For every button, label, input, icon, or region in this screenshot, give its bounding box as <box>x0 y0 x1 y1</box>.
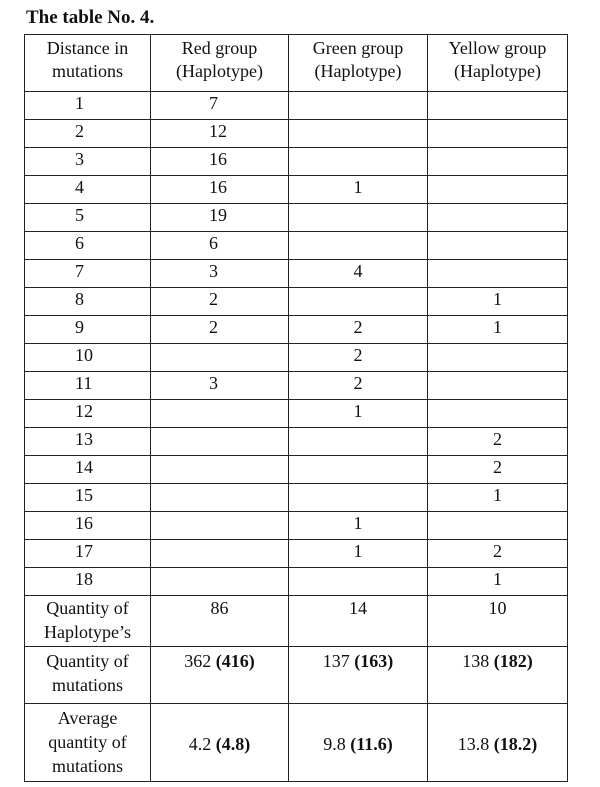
qm-yellow-bold: (182) <box>493 651 533 671</box>
green-group-cell: 1 <box>289 400 428 428</box>
header-red-line2: (Haplotype) <box>176 61 263 81</box>
green-group-cell: 4 <box>289 260 428 288</box>
red-group-cell <box>151 428 289 456</box>
distance-cell: 15 <box>25 484 151 512</box>
qm-yellow <box>428 647 568 704</box>
green-group-cell <box>289 568 428 596</box>
yellow-group-cell <box>428 344 568 372</box>
yellow-group-cell: 1 <box>428 316 568 344</box>
am-red <box>151 704 289 782</box>
am-yellow-value: 13.8 <box>457 733 490 754</box>
header-green-line2: (Haplotype) <box>314 61 402 81</box>
header-distance <box>25 35 151 92</box>
yellow-group-cell: 1 <box>428 484 568 512</box>
distance-cell: 16 <box>25 512 151 540</box>
qm-green-value: 137 <box>322 651 350 671</box>
red-group-cell <box>151 568 289 596</box>
yellow-group-cell <box>428 204 568 232</box>
green-group-cell <box>289 120 428 148</box>
yellow-group-cell <box>428 400 568 428</box>
table-row <box>25 204 568 232</box>
qm-green-bold: (163) <box>354 651 394 671</box>
table-row <box>25 484 568 512</box>
red-group-cell: 16 <box>151 148 289 176</box>
average-mutations-row <box>25 704 568 782</box>
distance-cell: 18 <box>25 568 151 596</box>
red-group-cell <box>151 512 289 540</box>
yellow-group-cell <box>428 232 568 260</box>
quantity-haplotypes-label <box>25 596 151 647</box>
red-group-cell: 6 <box>151 232 289 260</box>
table-row <box>25 400 568 428</box>
distance-cell: 2 <box>25 120 151 148</box>
qm-red-value: 362 <box>184 651 212 671</box>
quantity-mutations-row <box>25 647 568 704</box>
am-label-line2: quantity of <box>48 732 127 752</box>
yellow-group-cell <box>428 176 568 204</box>
header-row <box>25 35 568 92</box>
distance-cell: 6 <box>25 232 151 260</box>
green-group-cell: 2 <box>289 344 428 372</box>
table-row <box>25 428 568 456</box>
qh-label-line2: Haplotype’s <box>44 622 131 642</box>
header-yellow-line1: Yellow group <box>448 38 547 58</box>
am-yellow <box>428 704 568 782</box>
distance-cell: 17 <box>25 540 151 568</box>
red-group-cell: 3 <box>151 260 289 288</box>
am-label-line1: Average <box>57 708 118 728</box>
yellow-group-cell <box>428 92 568 120</box>
red-group-cell <box>151 344 289 372</box>
table-row <box>25 120 568 148</box>
header-red-group <box>151 35 289 92</box>
table-row <box>25 316 568 344</box>
qm-label-line1: Quantity of <box>46 651 129 671</box>
green-group-cell: 1 <box>289 176 428 204</box>
green-group-cell <box>289 92 428 120</box>
red-group-cell <box>151 456 289 484</box>
green-group-cell: 2 <box>289 372 428 400</box>
green-group-cell <box>289 456 428 484</box>
qh-label-line1: Quantity of <box>46 598 129 618</box>
distance-cell: 3 <box>25 148 151 176</box>
red-group-cell: 3 <box>151 372 289 400</box>
quantity-mutations-label <box>25 647 151 704</box>
red-group-cell: 16 <box>151 176 289 204</box>
am-label-line3: mutations <box>52 756 123 776</box>
yellow-group-cell: 1 <box>428 288 568 316</box>
header-distance-line1: Distance in <box>46 38 129 58</box>
header-red-line1: Red group <box>181 38 258 58</box>
qm-red-bold: (416) <box>215 651 255 671</box>
am-red-value: 4.2 <box>188 733 212 754</box>
red-group-cell: 2 <box>151 288 289 316</box>
table-row <box>25 148 568 176</box>
yellow-group-cell: 2 <box>428 428 568 456</box>
red-group-cell <box>151 400 289 428</box>
yellow-group-cell <box>428 372 568 400</box>
distance-cell: 7 <box>25 260 151 288</box>
green-group-cell <box>289 148 428 176</box>
yellow-group-cell <box>428 120 568 148</box>
table-row <box>25 512 568 540</box>
am-green <box>289 704 428 782</box>
red-group-cell <box>151 540 289 568</box>
green-group-cell: 1 <box>289 540 428 568</box>
qm-red <box>151 647 289 704</box>
table-row <box>25 568 568 596</box>
table-row <box>25 260 568 288</box>
qh-green: 14 <box>289 596 428 647</box>
green-group-cell <box>289 232 428 260</box>
green-group-cell: 1 <box>289 512 428 540</box>
am-green-value: 9.8 <box>323 733 346 754</box>
quantity-haplotypes-row <box>25 596 568 647</box>
distance-cell: 13 <box>25 428 151 456</box>
yellow-group-cell: 2 <box>428 456 568 484</box>
table-row <box>25 344 568 372</box>
table-row <box>25 456 568 484</box>
red-group-cell: 19 <box>151 204 289 232</box>
green-group-cell <box>289 484 428 512</box>
distance-cell: 8 <box>25 288 151 316</box>
average-mutations-label <box>25 704 151 782</box>
green-group-cell <box>289 204 428 232</box>
header-green-group <box>289 35 428 92</box>
distance-cell: 1 <box>25 92 151 120</box>
table-row <box>25 288 568 316</box>
am-red-bold: (4.8) <box>215 733 251 754</box>
am-green-bold: (11.6) <box>350 733 393 754</box>
am-yellow-bold: (18.2) <box>493 733 538 754</box>
yellow-group-cell: 2 <box>428 540 568 568</box>
green-group-cell <box>289 288 428 316</box>
distance-cell: 10 <box>25 344 151 372</box>
yellow-group-cell <box>428 260 568 288</box>
table-row <box>25 176 568 204</box>
green-group-cell: 2 <box>289 316 428 344</box>
green-group-cell <box>289 428 428 456</box>
table-title: The table No. 4. <box>26 7 155 28</box>
header-yellow-group <box>428 35 568 92</box>
red-group-cell: 12 <box>151 120 289 148</box>
qh-red: 86 <box>151 596 289 647</box>
red-group-cell: 2 <box>151 316 289 344</box>
qm-green <box>289 647 428 704</box>
distance-cell: 12 <box>25 400 151 428</box>
distance-cell: 5 <box>25 204 151 232</box>
haplotype-mutation-table <box>24 34 568 782</box>
yellow-group-cell <box>428 512 568 540</box>
table-row <box>25 92 568 120</box>
distance-cell: 11 <box>25 372 151 400</box>
qm-yellow-value: 138 <box>462 651 490 671</box>
table-row <box>25 372 568 400</box>
header-distance-line2: mutations <box>52 61 123 81</box>
header-yellow-line2: (Haplotype) <box>454 61 541 81</box>
distance-cell: 14 <box>25 456 151 484</box>
distance-cell: 9 <box>25 316 151 344</box>
red-group-cell: 7 <box>151 92 289 120</box>
qm-label-line2: mutations <box>52 675 123 695</box>
qh-yellow: 10 <box>428 596 568 647</box>
table-row <box>25 540 568 568</box>
yellow-group-cell: 1 <box>428 568 568 596</box>
header-green-line1: Green group <box>312 38 404 58</box>
red-group-cell <box>151 484 289 512</box>
table-row <box>25 232 568 260</box>
distance-cell: 4 <box>25 176 151 204</box>
yellow-group-cell <box>428 148 568 176</box>
